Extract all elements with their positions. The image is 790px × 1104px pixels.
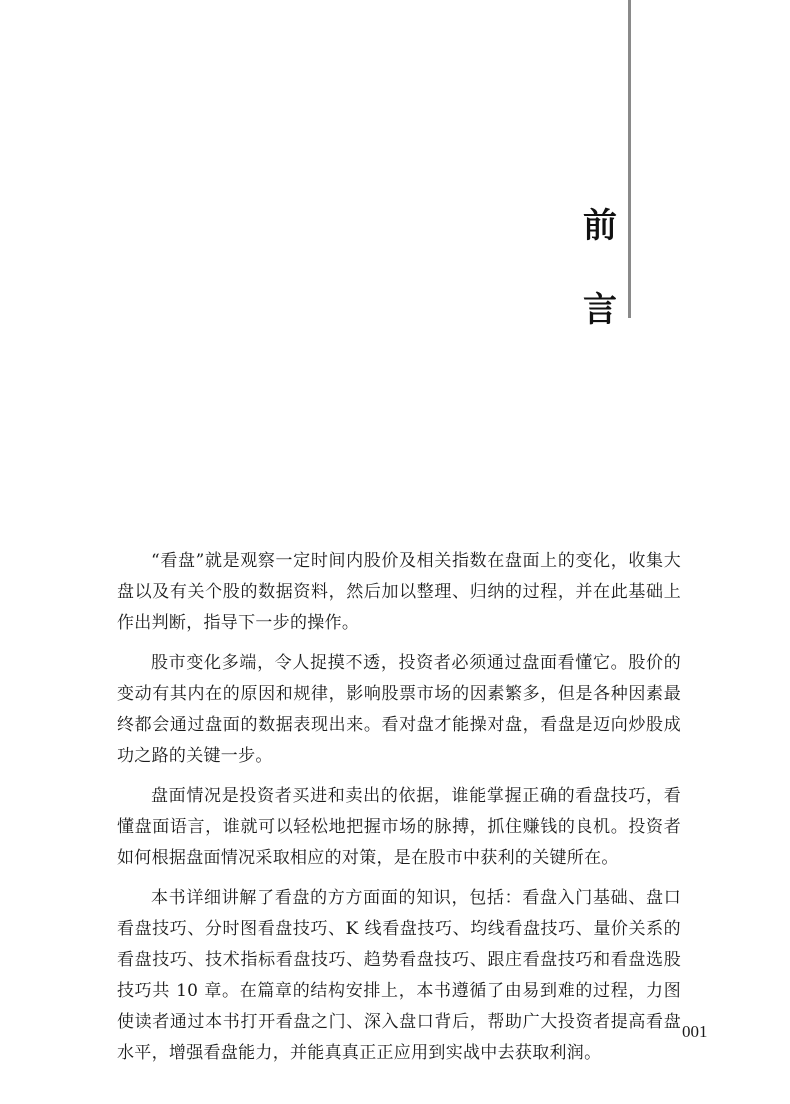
vertical-divider-line [628, 0, 631, 318]
preface-body [117, 546, 681, 1078]
paragraph-1: “看盘”就是观察一定时间内股价及相关指数在盘面上的变化，收集大盘以及有关个股的数据资料，然后加以整理、归纳的过程，并在此基础上作出判断，指导下一步的操作。 [117, 551, 681, 633]
paragraph-3: 盘面情况是投资者买进和卖出的依据，谁能掌握正确的看盘技巧，看懂盘面语言，谁就可以轻松地把握市场的脉搏，抓住赚钱的良机。投资者如何根据盘面情况采取相应的对策，是在股市中获利的关键所在。 [117, 786, 681, 868]
chapter-title-char-2: 言 [583, 290, 617, 330]
paragraph-4: 本书详细讲解了看盘的方方面面的知识，包括：看盘入门基础、盘口看盘技巧、分时图看盘技巧、K 线看盘技巧、均线看盘技巧、量价关系的看盘技巧、技术指标看盘技巧、趋势看盘技巧、跟庄看盘技巧和看盘选股技巧共 10 章。在篇章的结构安排上，本书遵循了由易到难的过程，力图使读者通过本书打开看盘之门、深入盘口背后，帮助广大投资者提高看盘水平，增强看盘能力，并能真真正正应用到实战中去获取利润。 [117, 888, 681, 1063]
page-number: 001 [682, 1022, 708, 1041]
chapter-title-char-1: 前 [583, 206, 617, 246]
paragraph-2: 股市变化多端，令人捉摸不透，投资者必须通过盘面看懂它。股价的变动有其内在的原因和规律，影响股票市场的因素繁多，但是各种因素最终都会通过盘面的数据表现出来。看对盘才能操对盘，看盘是迈向炒股成功之路的关键一步。 [117, 653, 681, 766]
